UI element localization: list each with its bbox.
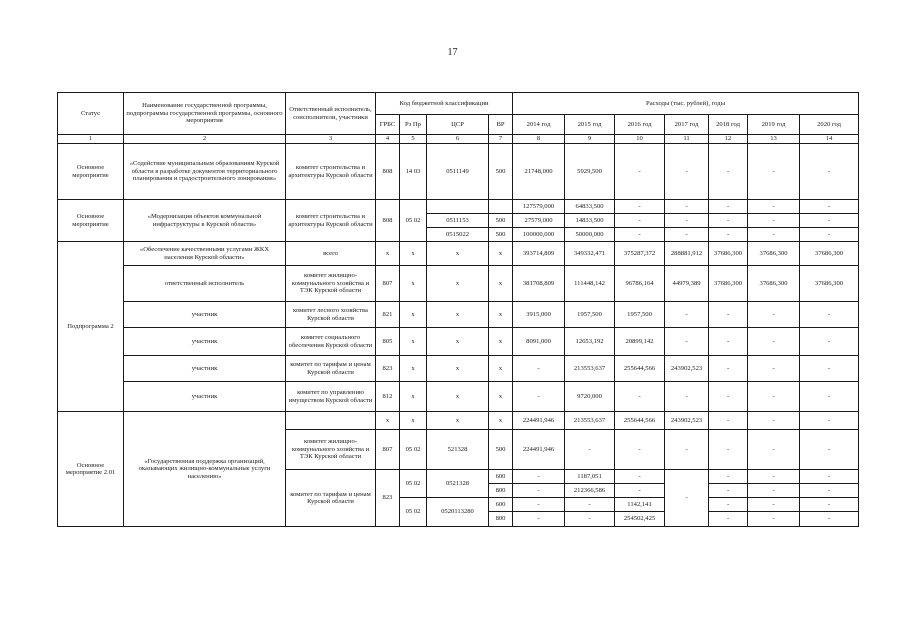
value-cell: 27579,000 <box>513 214 565 228</box>
table-row <box>58 242 859 266</box>
value-cell: - <box>800 302 859 328</box>
value-cell: - <box>748 200 800 214</box>
vr-cell: 600 <box>489 498 513 512</box>
responsible-cell: комитет социального обеспечения Курской области <box>286 328 376 356</box>
csr-cell: х <box>427 242 489 266</box>
status-cell: Основное мероприятие 2.01 <box>58 412 124 527</box>
value-cell: - <box>748 382 800 412</box>
col-number: 3 <box>286 135 376 144</box>
col-number: 11 <box>665 135 709 144</box>
value-cell: - <box>513 484 565 498</box>
role-cell: участник <box>124 328 286 356</box>
value-cell: 1957,500 <box>565 302 615 328</box>
csr-cell: х <box>427 356 489 382</box>
value-cell: - <box>748 412 800 430</box>
value-cell: 1142,141 <box>615 498 665 512</box>
rzpr-cell: х <box>400 412 427 430</box>
name-cell: «Содействие муниципальным образованиям Курской области в разработке документов территориального планирования и градостроительного зонирования» <box>124 144 286 200</box>
value-cell: - <box>800 412 859 430</box>
responsible-cell: комитет строительства и архитектуры Курской области <box>286 144 376 200</box>
value-cell: 3915,000 <box>513 302 565 328</box>
value-cell: 213553,637 <box>565 412 615 430</box>
value-cell: 213553,637 <box>565 356 615 382</box>
page-number: 17 <box>447 47 458 58</box>
vr-cell: х <box>489 242 513 266</box>
value-cell: 393714,809 <box>513 242 565 266</box>
value-cell: 375287,372 <box>615 242 665 266</box>
value-cell: - <box>513 470 565 484</box>
value-cell: 1187,051 <box>565 470 615 484</box>
value-cell: - <box>665 430 709 470</box>
vr-cell: 800 <box>489 512 513 527</box>
rzpr-cell: х <box>400 356 427 382</box>
value-cell: 50000,000 <box>565 228 615 242</box>
value-cell: - <box>513 382 565 412</box>
value-cell: 96786,164 <box>615 266 665 302</box>
value-cell: - <box>748 430 800 470</box>
header-2019: 2019 год <box>748 115 800 135</box>
value-cell: - <box>709 382 748 412</box>
col-number: 6 <box>427 135 489 144</box>
header-status: Статус <box>58 93 124 135</box>
value-cell: 37686,300 <box>748 266 800 302</box>
value-cell: 255644,566 <box>615 412 665 430</box>
value-cell: - <box>565 430 615 470</box>
value-cell: 44979,389 <box>665 266 709 302</box>
value-cell: - <box>615 382 665 412</box>
value-cell: - <box>709 512 748 527</box>
value-cell: 243902,523 <box>665 412 709 430</box>
value-cell: 212366,586 <box>565 484 615 498</box>
vr-cell: х <box>489 328 513 356</box>
csr-cell: 0511153 <box>427 214 489 228</box>
value-cell: - <box>709 144 748 200</box>
vr-cell: х <box>489 356 513 382</box>
header-grbs: ГРБС <box>376 115 400 135</box>
value-cell: - <box>665 382 709 412</box>
grbs-cell: 805 <box>376 328 400 356</box>
header-responsible: Ответственный исполнитель, соисполнители, участники <box>286 93 376 135</box>
value-cell: 5929,500 <box>565 144 615 200</box>
vr-cell: 500 <box>489 228 513 242</box>
value-cell: - <box>615 214 665 228</box>
header-row <box>58 93 859 115</box>
value-cell: - <box>748 484 800 498</box>
rzpr-cell: 05 02 <box>400 430 427 470</box>
csr-cell: х <box>427 328 489 356</box>
value-cell: - <box>800 328 859 356</box>
value-cell: - <box>665 470 709 527</box>
value-cell: - <box>615 430 665 470</box>
rzpr-cell: х <box>400 302 427 328</box>
value-cell: - <box>748 328 800 356</box>
vr-cell: 800 <box>489 484 513 498</box>
role-cell: участник <box>124 302 286 328</box>
grbs-cell: 808 <box>376 144 400 200</box>
rzpr-cell: х <box>400 242 427 266</box>
rzpr-cell: 14 03 <box>400 144 427 200</box>
value-cell: - <box>665 144 709 200</box>
status-cell: Подпрограмма 2 <box>58 242 124 412</box>
value-cell: - <box>800 382 859 412</box>
vr-cell: 500 <box>489 214 513 228</box>
responsible-cell <box>286 412 376 430</box>
value-cell: 20899,142 <box>615 328 665 356</box>
value-cell: - <box>665 302 709 328</box>
vr-cell: х <box>489 382 513 412</box>
value-cell: - <box>800 470 859 484</box>
value-cell: 255644,566 <box>615 356 665 382</box>
rzpr-cell: 05 02 <box>400 200 427 242</box>
value-cell: - <box>800 200 859 214</box>
value-cell: - <box>709 228 748 242</box>
csr-cell: 0511149 <box>427 144 489 200</box>
table-row <box>58 200 859 214</box>
table-row <box>58 144 859 200</box>
header-csr: ЦСР <box>427 115 489 135</box>
responsible-cell: комитет жилищно-коммунального хозяйства и ТЭК Курской области <box>286 430 376 470</box>
value-cell: - <box>800 498 859 512</box>
header-rzpr: Рз Пр <box>400 115 427 135</box>
value-cell: - <box>709 412 748 430</box>
header-2017: 2017 год <box>665 115 709 135</box>
grbs-cell: 821 <box>376 302 400 328</box>
csr-cell: 0521328 <box>427 470 489 498</box>
value-cell: 9720,000 <box>565 382 615 412</box>
status-cell: Основное мероприятие <box>58 200 124 242</box>
value-cell: - <box>615 144 665 200</box>
col-number: 2 <box>124 135 286 144</box>
name-cell: «Модернизация объектов коммунальной инфраструктуры в Курской области» <box>124 200 286 242</box>
value-cell: - <box>800 430 859 470</box>
value-cell: 111448,142 <box>565 266 615 302</box>
rzpr-cell: х <box>400 382 427 412</box>
value-cell: 37686,300 <box>800 266 859 302</box>
responsible-cell: комитет строительства и архитектуры Курской области <box>286 200 376 242</box>
role-cell: участник <box>124 356 286 382</box>
value-cell: 100000,000 <box>513 228 565 242</box>
csr-cell: 0515022 <box>427 228 489 242</box>
value-cell: 224491,946 <box>513 412 565 430</box>
value-cell: - <box>709 214 748 228</box>
header-budget-code: Код бюджетной классификации <box>376 93 513 115</box>
value-cell: - <box>615 200 665 214</box>
rzpr-cell: х <box>400 328 427 356</box>
value-cell: - <box>748 214 800 228</box>
vr-cell: 500 <box>489 144 513 200</box>
value-cell: - <box>665 214 709 228</box>
value-cell: 224491,946 <box>513 430 565 470</box>
table-row <box>58 266 859 302</box>
responsible-cell: комитет по тарифам и ценам Курской области <box>286 356 376 382</box>
csr-cell: х <box>427 382 489 412</box>
value-cell: - <box>748 470 800 484</box>
value-cell: - <box>748 356 800 382</box>
value-cell: 349332,471 <box>565 242 615 266</box>
header-2015: 2015 год <box>565 115 615 135</box>
vr-cell: х <box>489 412 513 430</box>
col-number: 8 <box>513 135 565 144</box>
value-cell: - <box>513 356 565 382</box>
value-cell: - <box>800 512 859 527</box>
vr-cell: х <box>489 266 513 302</box>
value-cell: - <box>800 144 859 200</box>
value-cell: - <box>800 356 859 382</box>
value-cell: 64833,500 <box>565 200 615 214</box>
col-number: 7 <box>489 135 513 144</box>
value-cell: - <box>709 430 748 470</box>
value-cell: 8091,000 <box>513 328 565 356</box>
value-cell: - <box>709 470 748 484</box>
column-number-row <box>58 135 859 144</box>
grbs-cell: 807 <box>376 266 400 302</box>
value-cell: - <box>748 302 800 328</box>
value-cell: - <box>709 200 748 214</box>
col-number: 12 <box>709 135 748 144</box>
rzpr-cell: 05 02 <box>400 498 427 527</box>
value-cell: - <box>565 498 615 512</box>
rzpr-cell: х <box>400 266 427 302</box>
value-cell: - <box>709 302 748 328</box>
value-cell: 21748,000 <box>513 144 565 200</box>
header-expenses: Расходы (тыс. рублей), годы <box>513 93 859 115</box>
grbs-cell: 808 <box>376 200 400 242</box>
role-cell: ответственный исполнитель <box>124 266 286 302</box>
col-number: 5 <box>400 135 427 144</box>
grbs-cell: 807 <box>376 430 400 470</box>
rzpr-cell: 05 02 <box>400 470 427 498</box>
value-cell: - <box>615 484 665 498</box>
col-number: 10 <box>615 135 665 144</box>
header-2018: 2018 год <box>709 115 748 135</box>
value-cell: - <box>665 328 709 356</box>
name-cell: «Государственная поддержка организаций, оказывающих жилищно-коммунальные услуги населению» <box>124 412 286 527</box>
grbs-cell: 823 <box>376 470 400 527</box>
responsible-cell: всего <box>286 242 376 266</box>
value-cell: - <box>800 484 859 498</box>
value-cell: - <box>800 228 859 242</box>
col-number: 14 <box>800 135 859 144</box>
responsible-cell: комитет жилищно-коммунального хозяйства и ТЭК Курской области <box>286 266 376 302</box>
grbs-cell: 823 <box>376 356 400 382</box>
vr-cell: 500 <box>489 430 513 470</box>
csr-cell: х <box>427 412 489 430</box>
value-cell: - <box>748 144 800 200</box>
col-number: 9 <box>565 135 615 144</box>
table-row <box>58 328 859 356</box>
value-cell: - <box>709 484 748 498</box>
value-cell: - <box>709 356 748 382</box>
table-row <box>58 356 859 382</box>
table-row <box>58 412 859 430</box>
value-cell: - <box>748 228 800 242</box>
csr-cell: х <box>427 266 489 302</box>
header-2016: 2016 год <box>615 115 665 135</box>
value-cell: - <box>665 200 709 214</box>
value-cell: 254502,425 <box>615 512 665 527</box>
value-cell: - <box>513 498 565 512</box>
value-cell: 37686,300 <box>709 266 748 302</box>
csr-cell: х <box>427 302 489 328</box>
header-vr: ВР <box>489 115 513 135</box>
csr-cell <box>427 200 489 214</box>
responsible-cell: комитет лесного хозяйства Курской области <box>286 302 376 328</box>
value-cell: 288881,912 <box>665 242 709 266</box>
vr-cell: х <box>489 302 513 328</box>
value-cell: - <box>665 228 709 242</box>
value-cell: - <box>615 470 665 484</box>
value-cell: - <box>615 228 665 242</box>
status-cell: Основное мероприятие <box>58 144 124 200</box>
col-number: 4 <box>376 135 400 144</box>
col-number: 1 <box>58 135 124 144</box>
value-cell: 1957,500 <box>615 302 665 328</box>
responsible-cell: комитет по тарифам и ценам Курской области <box>286 470 376 527</box>
csr-cell: 0520113280 <box>427 498 489 527</box>
value-cell: 14833,500 <box>565 214 615 228</box>
value-cell: - <box>800 214 859 228</box>
value-cell: 381708,809 <box>513 266 565 302</box>
value-cell: 127579,000 <box>513 200 565 214</box>
budget-table <box>57 92 859 527</box>
name-cell: «Обеспечение качественными услугами ЖКХ населения Курской области» <box>124 242 286 266</box>
grbs-cell: х <box>376 412 400 430</box>
value-cell: - <box>709 498 748 512</box>
vr-cell: 600 <box>489 470 513 484</box>
value-cell: 37686,300 <box>748 242 800 266</box>
csr-cell: 521328 <box>427 430 489 470</box>
col-number: 13 <box>748 135 800 144</box>
grbs-cell: х <box>376 242 400 266</box>
table-row <box>58 302 859 328</box>
responsible-cell: комитет по управлению имуществом Курской области <box>286 382 376 412</box>
value-cell: 37686,300 <box>800 242 859 266</box>
value-cell: - <box>709 328 748 356</box>
value-cell: - <box>748 498 800 512</box>
grbs-cell: 812 <box>376 382 400 412</box>
header-name: Наименование государственной программы, подпрограммы государственной программы, основного мероприятия <box>124 93 286 135</box>
value-cell: - <box>565 512 615 527</box>
vr-cell <box>489 200 513 214</box>
value-cell: 243902,523 <box>665 356 709 382</box>
header-2014: 2014 год <box>513 115 565 135</box>
value-cell: 37686,300 <box>709 242 748 266</box>
value-cell: - <box>748 512 800 527</box>
value-cell: 12653,192 <box>565 328 615 356</box>
table-row <box>58 382 859 412</box>
role-cell: участник <box>124 382 286 412</box>
value-cell: - <box>513 512 565 527</box>
header-2020: 2020 год <box>800 115 859 135</box>
